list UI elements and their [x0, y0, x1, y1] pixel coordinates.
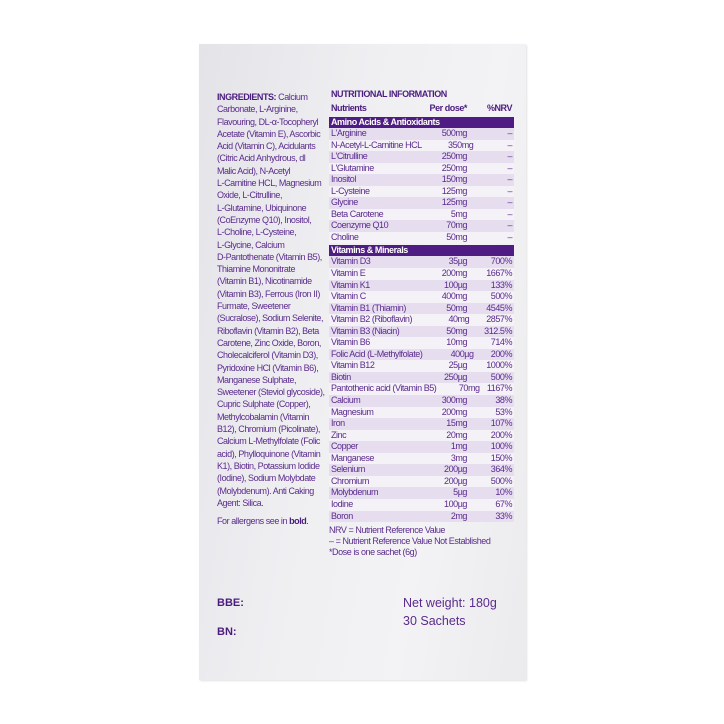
- nutrient-name: L-Cysteine: [331, 185, 370, 196]
- table-row: [329, 174, 514, 186]
- ingredients-line: Acetate (Vitamin E), Ascorbic: [217, 128, 321, 139]
- table-row: [329, 372, 514, 384]
- nrv: 53%: [495, 406, 512, 417]
- table-row: [329, 256, 514, 268]
- nrv: 500%: [490, 291, 512, 302]
- table-row: [329, 418, 514, 430]
- nutrient-name: Manganese: [331, 452, 374, 463]
- note: – = Nutrient Reference Value Not Established: [329, 536, 491, 547]
- ingredients-line: Malic Acid), N-Acetyl: [217, 165, 291, 176]
- header-nutrients: Nutrients: [331, 103, 367, 113]
- nutrient-name: Inositol: [331, 174, 356, 185]
- nutrient-name: Iron: [331, 418, 345, 429]
- per-dose: 5mg: [450, 208, 467, 219]
- nrv: 200%: [490, 348, 512, 359]
- table-row: [329, 220, 514, 232]
- table-row: [329, 280, 514, 292]
- ingredients-text: [217, 91, 331, 509]
- nutrient-name: Vitamin B6: [331, 337, 370, 348]
- ingredients-line: Acid (Vitamin C), Acidulants: [217, 141, 316, 152]
- bbe-label: BBE:: [217, 597, 244, 609]
- allergen-suffix: .: [306, 516, 309, 526]
- net-weight: Net weight: 180g: [403, 596, 497, 610]
- nutrition-table: [329, 88, 514, 558]
- per-dose: 100µg: [444, 498, 467, 509]
- per-dose: 250mg: [441, 151, 467, 162]
- table-row: [329, 511, 514, 523]
- per-dose: 50mg: [446, 231, 467, 242]
- ingredients-line: Oxide, L-Citrulline,: [217, 190, 283, 201]
- header-per-dose: Per dose*: [429, 103, 467, 113]
- note: NRV = Nutrient Reference Value: [329, 525, 445, 536]
- nrv: 150%: [490, 452, 512, 463]
- ingredients-line: (Citric Acid Anhydrous, dl: [217, 153, 306, 164]
- ingredients-line: Methylcobalamin (Vitamin: [217, 411, 310, 422]
- ingredients-line: Pyridoxine HCl (Vitamin B6),: [217, 362, 319, 373]
- nutrient-name: Vitamin B2 (Riboflavin): [331, 314, 413, 325]
- nrv: –: [507, 162, 512, 173]
- per-dose: 10mg: [446, 337, 467, 348]
- ingredients-line: acid), Phylloquinone (Vitamin: [217, 448, 321, 459]
- table-row: [329, 430, 514, 442]
- nrv: 1167%: [486, 383, 512, 394]
- table-row: [329, 464, 514, 476]
- ingredients-line: Sweetener (Steviol glycoside),: [217, 387, 325, 398]
- nrv: 312.5%: [484, 325, 512, 336]
- table-row: [329, 186, 514, 198]
- per-dose: 400mg: [441, 291, 467, 302]
- ingredients-line: (CoEnzyme Q10), Inositol,: [217, 214, 312, 225]
- per-dose: 50mg: [446, 302, 467, 313]
- ingredients-line: (Molybdenum). Anti Caking: [217, 485, 314, 496]
- nutrient-name: Selenium: [331, 464, 365, 475]
- ingredients-line: L-Glutamine, Ubiquinone: [217, 202, 307, 213]
- table-row: [329, 163, 514, 175]
- per-dose: 70mg: [446, 220, 467, 231]
- nrv: 1667%: [486, 268, 512, 279]
- nrv: –: [507, 185, 512, 196]
- per-dose: 70mg: [458, 383, 480, 394]
- per-dose: 40mg: [448, 314, 470, 325]
- nrv: 10%: [495, 487, 512, 498]
- nutrient-name: Choline: [331, 231, 359, 242]
- note: *Dose is one sachet (6g): [329, 547, 417, 558]
- table-row: [329, 128, 514, 140]
- ingredients-line: Calcium L-Methylfolate (Folic: [217, 436, 320, 447]
- nutrient-name: Vitamin B1 (Thiamin): [331, 302, 406, 313]
- nrv: –: [507, 174, 512, 185]
- ingredients-line: (Vitamin B1), Nicotinamide: [217, 276, 312, 287]
- nrv: 33%: [495, 510, 512, 521]
- per-dose: 25µg: [448, 360, 467, 371]
- nutrient-name: Pantothenic acid (Vitamin B5): [331, 383, 437, 394]
- nrv: 4545%: [486, 302, 512, 313]
- ingredients-line: Carotene, Zinc Oxide, Boron,: [217, 337, 321, 348]
- per-dose: 150mg: [441, 174, 467, 185]
- ingredients-line: K1), Biotin, Potassium Iodide: [217, 460, 320, 471]
- nutrient-name: Vitamin C: [331, 291, 366, 302]
- table-row: [329, 151, 514, 163]
- table-row: [329, 291, 514, 303]
- nrv: 500%: [490, 371, 512, 382]
- nutrient-name: Chromium: [331, 475, 369, 486]
- nrv: –: [507, 151, 512, 162]
- nutrient-name: N-Acetyl-L-Carnitine HCL: [331, 139, 422, 150]
- per-dose: 1mg: [450, 441, 467, 452]
- table-row: [329, 303, 514, 315]
- nutrient-name: Biotin: [331, 371, 351, 382]
- column-headers: [329, 102, 514, 115]
- per-dose: 250mg: [441, 162, 467, 173]
- nutrient-name: Boron: [331, 510, 353, 521]
- ingredients-line: Manganese Sulphate,: [217, 374, 297, 385]
- nutrient-name: Molybdenum: [331, 487, 379, 498]
- nutrient-name: Copper: [331, 441, 358, 452]
- nutrient-name: Folic Acid (L-Methylfolate): [331, 348, 423, 359]
- nutrient-name: L'Arginine: [331, 128, 367, 138]
- ingredients-line: Cholecalciferol (Vitamin D3),: [217, 350, 318, 361]
- per-dose: 125mg: [441, 185, 467, 196]
- per-dose: 100µg: [444, 279, 467, 290]
- per-dose: 200mg: [441, 406, 467, 417]
- nutrient-name: Magnesium: [331, 406, 374, 417]
- ingredients-line: Thiamine Mononitrate: [217, 264, 296, 275]
- per-dose: 300mg: [441, 395, 467, 406]
- nrv: 67%: [495, 498, 512, 509]
- section-rows: [329, 256, 514, 522]
- table-row: [329, 407, 514, 419]
- allergen-bold: bold: [289, 516, 307, 526]
- section-header: Amino Acids & Antioxidants: [329, 117, 514, 128]
- bn-label: BN:: [217, 626, 237, 638]
- nrv: 107%: [490, 418, 512, 429]
- ingredients-line: Agent: Silica.: [217, 497, 264, 508]
- ingredients-line: Riboflavin (Vitamin B2), Beta: [217, 325, 319, 336]
- table-row: [329, 383, 514, 395]
- per-dose: 50mg: [446, 325, 467, 336]
- table-row: [329, 140, 514, 152]
- header-nrv: %NRV: [486, 103, 512, 113]
- per-dose: 5µg: [453, 487, 467, 498]
- table-row: [329, 337, 514, 349]
- ingredients-line: (Vitamin B3), Ferrous (Iron II): [217, 288, 320, 299]
- table-row: [329, 453, 514, 465]
- per-dose: 200µg: [444, 475, 467, 486]
- nutrient-name: Zinc: [331, 429, 347, 440]
- ingredients-line: L-Choline, L-Cysteine,: [217, 227, 297, 238]
- nutrient-name: Iodine: [331, 498, 353, 509]
- nutrient-name: Vitamin B12: [331, 360, 375, 371]
- table-row: [329, 197, 514, 209]
- nutrient-name: Vitamin D3: [331, 256, 371, 267]
- nrv: 500%: [490, 475, 512, 486]
- nrv: 364%: [490, 464, 512, 475]
- table-row: [329, 487, 514, 499]
- nrv: –: [507, 128, 512, 138]
- table-row: [329, 349, 514, 361]
- table-row: [329, 314, 514, 326]
- table-row: [329, 441, 514, 453]
- table-row: [329, 326, 514, 338]
- ingredients-label: INGREDIENTS:: [217, 92, 277, 102]
- nrv: –: [507, 220, 512, 231]
- per-dose: 15mg: [446, 418, 467, 429]
- per-dose: 400µg: [450, 348, 474, 359]
- per-dose: 2mg: [450, 510, 467, 521]
- nutrient-name: Vitamin E: [331, 268, 366, 279]
- per-dose: 3mg: [450, 452, 467, 463]
- nrv: 38%: [495, 395, 512, 406]
- nrv: –: [507, 197, 512, 208]
- ingredients-line: Calcium: [276, 92, 308, 102]
- ingredients-line: Flavouring, DL-α-Tocopheryl: [217, 116, 319, 127]
- section-rows: [329, 128, 514, 243]
- table-row: [329, 268, 514, 280]
- nrv: 100%: [490, 441, 512, 452]
- table-notes: [329, 525, 514, 558]
- per-dose: 200µg: [444, 464, 467, 475]
- ingredients-line: B12), Chromium (Picolinate),: [217, 424, 320, 435]
- nrv: 700%: [490, 256, 512, 267]
- nutrition-title: NUTRITIONAL INFORMATION: [331, 89, 447, 99]
- per-dose: 35µg: [448, 256, 467, 267]
- ingredients-line: Cupric Sulphate (Copper),: [217, 399, 311, 410]
- per-dose: 350mg: [448, 139, 474, 150]
- sachet-count: 30 Sachets: [403, 614, 466, 628]
- nutrient-name: L'Citrulline: [331, 151, 368, 162]
- nrv: –: [507, 208, 512, 219]
- allergen-prefix: For allergens see in: [217, 516, 290, 526]
- per-dose: 125mg: [441, 197, 467, 208]
- nrv: 133%: [490, 279, 512, 290]
- ingredients-line: L-Carnitine HCL, Magnesium: [217, 178, 322, 189]
- per-dose: 500mg: [441, 128, 467, 138]
- nrv: 2857%: [486, 314, 512, 325]
- nrv: –: [507, 231, 512, 242]
- ingredients-line: D-Pantothenate (Vitamin B5),: [217, 251, 322, 262]
- nutrient-name: L'Glutamine: [331, 162, 374, 173]
- nutrient-name: Beta Carotene: [331, 208, 384, 219]
- per-dose: 250µg: [444, 371, 467, 382]
- nutrient-name: Vitamin B3 (Niacin): [331, 325, 400, 336]
- per-dose: 20mg: [446, 429, 467, 440]
- ingredients-line: (Iodine), Sodium Molybdate: [217, 473, 316, 484]
- nrv: 1000%: [486, 360, 512, 371]
- table-row: [329, 395, 514, 407]
- nutrient-name: Vitamin K1: [331, 279, 370, 290]
- nrv: –: [507, 139, 512, 150]
- nutrient-name: Coenzyme Q10: [331, 220, 389, 231]
- allergen-note: [217, 516, 308, 526]
- nutrient-name: Calcium: [331, 395, 361, 406]
- table-row: [329, 232, 514, 244]
- ingredients-line: Furmate, Sweetener: [217, 301, 291, 312]
- nrv: 200%: [490, 429, 512, 440]
- nrv: 714%: [490, 337, 512, 348]
- table-row: [329, 499, 514, 511]
- per-dose: 200mg: [441, 268, 467, 279]
- section-header: Vitamins & Minerals: [329, 245, 514, 256]
- ingredients-line: (Sucralose), Sodium Selenite,: [217, 313, 324, 324]
- ingredients-line: L-Glycine, Calcium: [217, 239, 285, 250]
- table-row: [329, 476, 514, 488]
- table-row: [329, 209, 514, 221]
- nutrient-name: Glycine: [331, 197, 358, 208]
- table-row: [329, 360, 514, 372]
- ingredients-line: Carbonate, L-Arginine,: [217, 104, 298, 115]
